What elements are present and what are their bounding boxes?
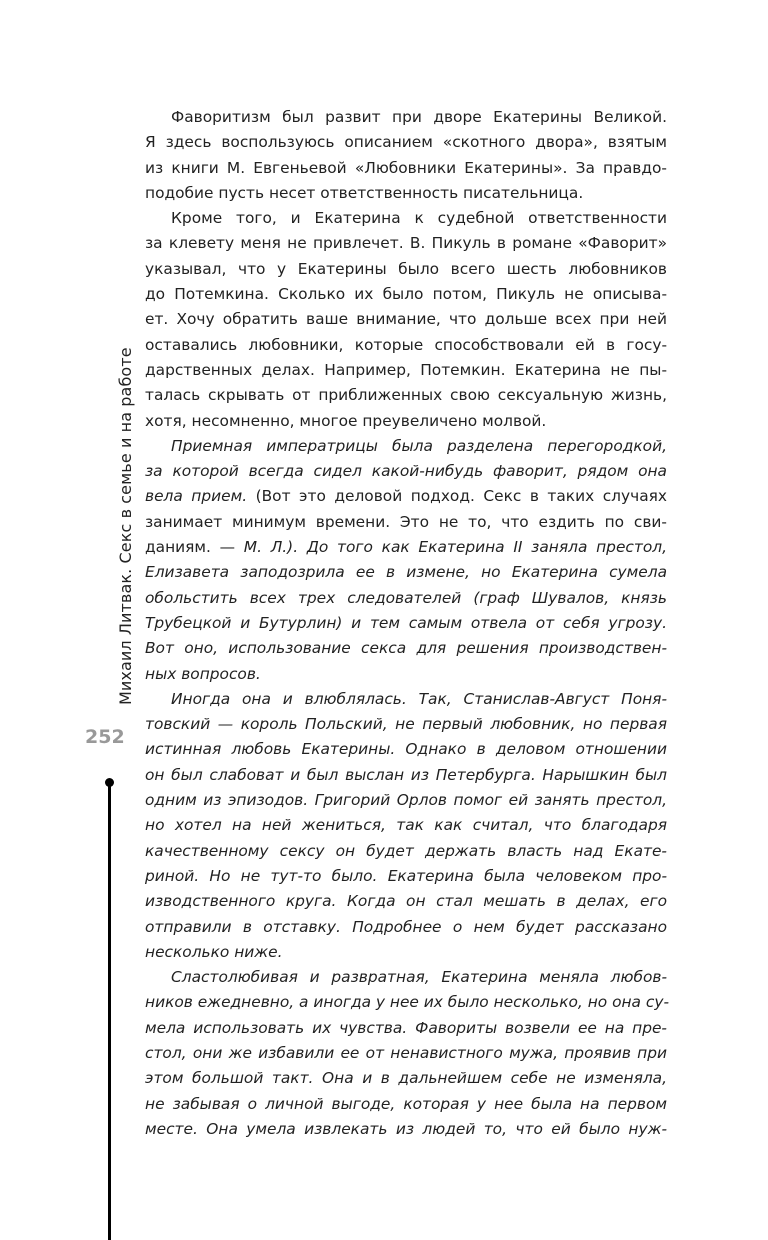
text-line: стол, они же избавили ее от ненавистного мужа, проявив при [145, 1043, 667, 1062]
text-line: товский — король Польский, не первый любовник, но первая [145, 715, 667, 734]
text-run: даниям. — [145, 538, 244, 557]
running-title: Михаил Литвак. Секс в семье и на работе [116, 347, 135, 705]
text-line: Елизавета заподозрила ее в измене, но Екатерина сумела [145, 563, 667, 582]
text-line: Трубецкой и Бутурлин) и тем самым отвела от себя угрозу. [145, 613, 667, 632]
text-line: но хотел на ней жениться, так как считал, что благодаря [145, 816, 667, 835]
text-run: (Вот это деловой подход. Секс в таких случаях [247, 487, 667, 506]
text-line: Кроме того, и Екатерина к судебной ответственности [171, 209, 667, 228]
text-line: за клевету меня не привлечет. В. Пикуль в романе «Фаворит» [145, 234, 667, 253]
text-line: риной. Но не тут-то было. Екатерина была человеком про- [145, 866, 667, 885]
text-line: этом большой такт. Она и в дальнейшем себе не изменяла, [145, 1069, 667, 1088]
text-run: М. Л.). До того как Екатерина II заняла престол, [243, 538, 667, 557]
text-line: несколько ниже. [145, 942, 283, 961]
text-line: Фаворитизм был развит при дворе Екатерины Великой. [171, 108, 667, 126]
text-line: Сластолюбивая и развратная, Екатерина меняла любов- [171, 968, 667, 987]
text-line: оставались любовники, которые способствовали ей в госу- [145, 335, 667, 354]
text-line: указывал, что у Екатерины было всего шесть любовников [145, 259, 667, 278]
text-line [145, 535, 667, 560]
text-line: за которой всегда сидел какой-нибудь фаворит, рядом она [145, 462, 667, 481]
text-run: вела прием. [145, 487, 248, 506]
text-line: из книги М. Евгеньевой «Любовники Екатерины». За правдо- [145, 158, 667, 177]
text-line: истинная любовь Екатерины. Однако в деловом отношении [145, 740, 667, 759]
text-line: ников ежедневно, а иногда у нее их было несколько, но она су- [145, 993, 669, 1012]
text-line: Я здесь воспользуюсь описанием «скотного двора», взятым [145, 133, 667, 152]
text-line: ных вопросов. [145, 664, 261, 683]
text-line: Иногда она и влюблялась. Так, Станислав-Август Поня- [171, 689, 667, 708]
text-line: Вот оно, использование секса для решения производствен- [145, 639, 667, 658]
page-number: 252 [85, 726, 125, 748]
text-line: подобие пусть несет ответственность писательница. [145, 183, 584, 202]
text-line: отправили в отставку. Подробнее о нем будет рассказано [145, 917, 667, 936]
text-line: мела использовать их чувства. Фавориты возвели ее на пре- [145, 1018, 667, 1037]
text-line: изводственного круга. Когда он стал мешать в делах, его [145, 892, 667, 911]
body-text [145, 105, 667, 1142]
margin-rule [108, 785, 111, 1240]
text-line: Приемная императрицы была разделена перегородкой, [171, 436, 667, 455]
text-line: хотя, несомненно, многое преувеличено молвой. [145, 411, 547, 430]
text-line: дарственных делах. Например, Потемкин. Екатерина не пы- [145, 360, 667, 379]
text-line: до Потемкина. Сколько их было потом, Пикуль не описыва- [145, 285, 667, 304]
text-line [145, 484, 667, 509]
text-line: талась скрывать от приближенных свою сексуальную жизнь, [145, 386, 667, 405]
text-line: обольстить всех трех следователей (граф Шувалов, князь [145, 588, 667, 607]
text-line: одним из эпизодов. Григорий Орлов помог ей занять престол, [145, 791, 667, 810]
text-line: месте. Она умела извлекать из людей то, что ей было нуж- [145, 1119, 667, 1138]
text-line: ет. Хочу обратить ваше внимание, что дольше всех при ней [145, 310, 667, 329]
text-line: не забывая о личной выгоде, которая у нее была на первом [145, 1094, 667, 1113]
text-line: занимает минимум времени. Это не то, что ездить по сви- [145, 512, 667, 531]
text-line: он был слабоват и был выслан из Петербурга. Нарышкин был [145, 765, 667, 784]
text-line: качественному сексу он будет держать власть над Екате- [145, 841, 667, 860]
